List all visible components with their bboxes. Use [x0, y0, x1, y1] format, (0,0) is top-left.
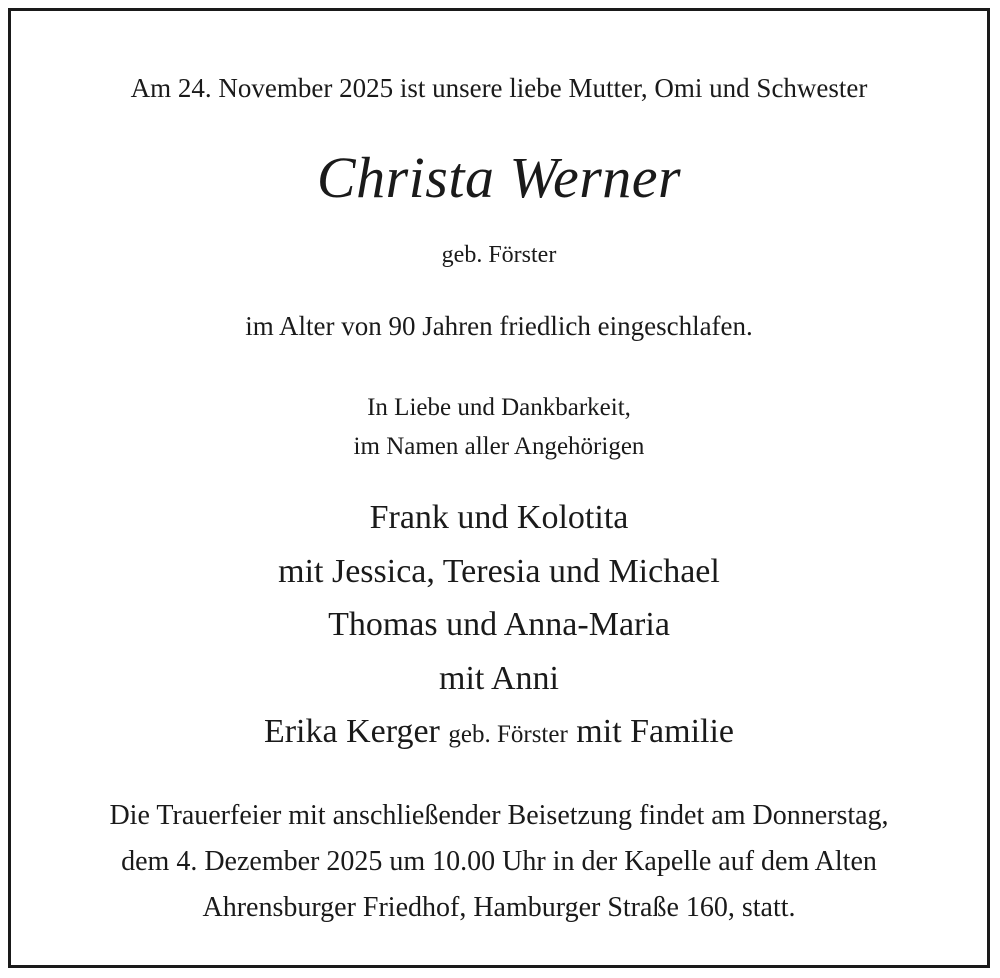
obituary-notice	[8, 8, 990, 968]
mourner-5-name: Erika Kerger	[263, 713, 440, 750]
mourner-5-suffix: mit Familie	[576, 713, 735, 750]
mourner-line-4: mit Anni	[439, 660, 559, 697]
deceased-name: Christa Werner	[316, 145, 682, 210]
intro-text: Am 24. November 2025 ist unsere liebe Mutter, Omi und Schwester	[130, 73, 868, 103]
mourner-line-1: Frank und Kolotita	[369, 499, 629, 536]
funeral-info-line-3: Ahrensburger Friedhof, Hamburger Straße 160, statt.	[202, 892, 796, 923]
gratitude-line-2: im Namen aller Angehörigen	[353, 433, 645, 460]
gratitude-line-1: In Liebe und Dankbarkeit,	[367, 394, 631, 421]
mourner-line-2: mit Jessica, Teresia und Michael	[278, 553, 720, 590]
age-text: im Alter von 90 Jahren friedlich eingeschlafen.	[245, 311, 753, 341]
maiden-name: geb. Förster	[441, 242, 557, 268]
funeral-info-line-1: Die Trauerfeier mit anschließender Beisetzung findet am Donnerstag,	[109, 800, 889, 831]
funeral-info-line-2: dem 4. Dezember 2025 um 10.00 Uhr in der Kapelle auf dem Alten	[121, 846, 877, 877]
mourner-5-maiden-name: geb. Förster	[448, 721, 568, 748]
mourner-line-5	[11, 715, 987, 749]
mourner-line-3: Thomas und Anna-Maria	[328, 606, 670, 643]
